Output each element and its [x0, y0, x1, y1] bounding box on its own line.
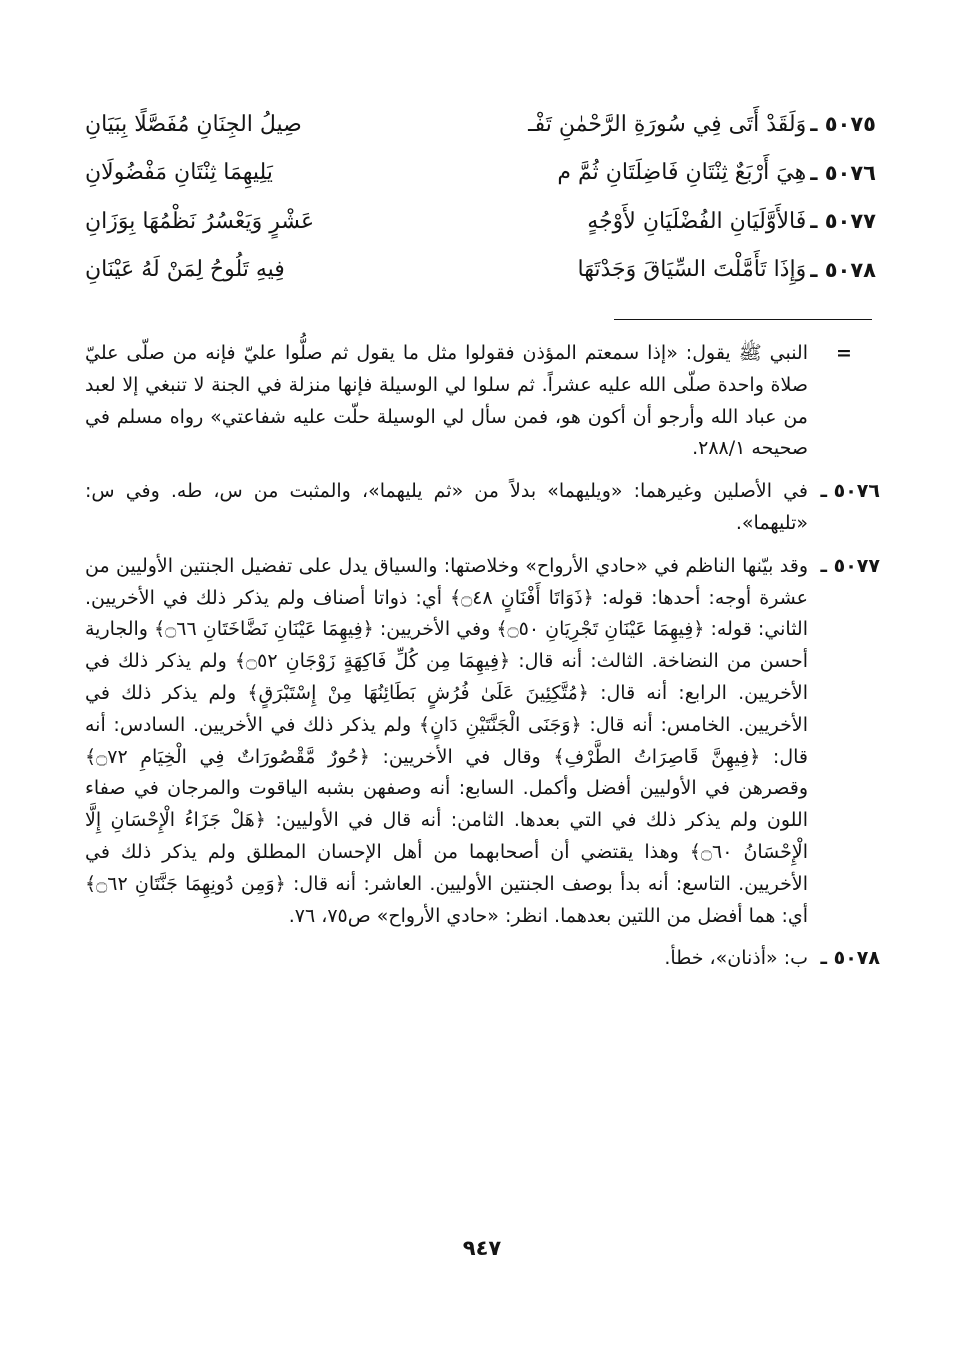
verse-number: ٥٠٧٨ ـ [810, 257, 876, 282]
footnote-number: ٥٠٧٦ ـ [820, 480, 880, 503]
verse-second-hemistich: يَلِيهِمَا ثِنْتَانِ مَفْضُولَانِ [85, 160, 273, 186]
footnote-separator [614, 319, 872, 320]
verse-second-hemistich: صِيلُ الجِنَانِ مُفَصَّلًا بِبَيَانِ [85, 111, 302, 137]
verse-block [85, 100, 876, 294]
verse-first-hemistich: هِيَ أَرْبَعٌ ثِنْتَانِ فَاضِلَتَانِ ثُمَّ م [557, 160, 807, 186]
verse-second-hemistich: فِيهِ تَلُوحُ لِمَنْ لَهُ عَيْنَانِ [85, 257, 285, 283]
footnote-number: ٥٠٧٨ ـ [820, 947, 880, 970]
page-number: ٩٤٧ [462, 1236, 502, 1260]
footnote [85, 551, 880, 933]
footnote [85, 943, 880, 975]
footnote-number: = [836, 342, 852, 364]
footnote-text: ب: «أذنان»، خطأ. [664, 947, 808, 970]
verse-first-hemistich: فَالأَوَّلَيَانِ الفُضْلَيَانِ لأَوْجُهٍ [587, 208, 807, 234]
footnote [85, 476, 880, 540]
verse-line [85, 149, 876, 198]
verse-line [85, 197, 876, 246]
verse-first-hemistich: وَلَقَدْ أَتَى فِي سُورَةِ الرَّحْمٰنِ تَفْـ [528, 111, 807, 137]
verse-line [85, 100, 876, 149]
verse-number: ٥٠٧٥ ـ [810, 112, 876, 137]
footnote-text: النبي ﷺ يقول: «إذا سمعتم المؤذن فقولوا مثل ما يقول ثم صلُّوا عليّ فإنه من صلّى عليّ صلاة واحدة صلّى الله عليه عشراً. ثم سلوا لي الوسيلة فإنها منزلة في الجنة لا تنبغي إلا لعبد من عباد الله وأرجو أن أكون هو، فمن سأل لي الوسيلة حلّت عليه شفاعتي» رواه مسلم في صحيحه ٢٨٨/١. [85, 342, 808, 460]
verse-first-hemistich: وَإِذَا تَأَمَّلْتَ السِّيَاقَ وَجَدْتَهَا [577, 257, 807, 283]
footnote-text: وقد بيّنها الناظم في «حادي الأرواح» وخلاصتها: والسياق يدل على تفضيل الجنتين الأوليين من عشرة أوجه: أحدها: قوله: ﴿ذَوَاتَا أَفْنَانٍ ۝٤٨﴾ أي: ذواتا أصناف ولم يذكر ذلك في الأخريين. الثاني: قوله: ﴿فِيهِمَا عَيْنَانِ تَجْرِيَانِ ۝٥٠﴾ وفي الأخريين: ﴿فِيهِمَا عَيْنَانِ نَضَّاخَتَانِ ۝٦٦﴾ والجارية أحسن من النضاخة. الثالث: أنه قال: ﴿فِيهِمَا مِن كُلِّ فَاكِهَةٍ زَوْجَانِ ۝٥٢﴾ ولم يذكر ذلك في الأخريين. الرابع: أنه قال: ﴿مُتَّكِئِينَ عَلَىٰ فُرُشٍ بَطَائِنُهَا مِنْ إِسْتَبْرَقٍ﴾ ولم يذكر ذلك في الأخريين. الخامس: أنه قال: ﴿وَجَنَى الْجَنَّتَيْنِ دَانٍ﴾ ولم يذكر ذلك في الأخريين. السادس: أنه قال: ﴿فِيهِنَّ قَاصِرَاتُ الطَّرْفِ﴾ وقال في الأخريين: ﴿حُورٌ مَّقْصُورَاتٌ فِي الْخِيَامِ ۝٧٢﴾ وقصرهن في الأوليين أفضل وأكمل. السابع: أنه وصفهن بشبه الياقوت والمرجان في صفاء اللون ولم يذكر ذلك في التي بعدها. الثامن: أنه قال في الأوليين: ﴿هَلْ جَزَاءُ الْإِحْسَانِ إِلَّا الْإِحْسَانُ ۝٦٠﴾ وهذا يقتضي أن أصحابهما من أهل الإحسان المطلق ولم يذكر ذلك في الأخريين. التاسع: أنه بدأ بوصف الجنتين الأوليين. العاشر: أنه قال: ﴿وَمِن دُونِهِمَا جَنَّتَانِ ۝٦٢﴾ أي: هما أفضل من اللتين بعدهما. انظر: «حادي الأرواح» ص٧٥، ٧٦. [85, 554, 809, 927]
footnotes [85, 338, 880, 986]
footnote-text: في الأصلين وغيرهما: «ويليهما» بدلاً من «ثم يليهما»، والمثبت من س، طه. وفي س: «تليهما». [85, 480, 808, 534]
verse-number: ٥٠٧٧ ـ [810, 209, 876, 234]
verse-number: ٥٠٧٦ ـ [810, 160, 876, 185]
verse-second-hemistich: عَشْرٍ وَيَعْسُرُ نَظْمُهَا بِوَزَانِ [85, 208, 315, 234]
verse-line [85, 246, 876, 295]
footnote-number: ٥٠٧٧ ـ [820, 554, 880, 577]
footnote [85, 338, 880, 465]
